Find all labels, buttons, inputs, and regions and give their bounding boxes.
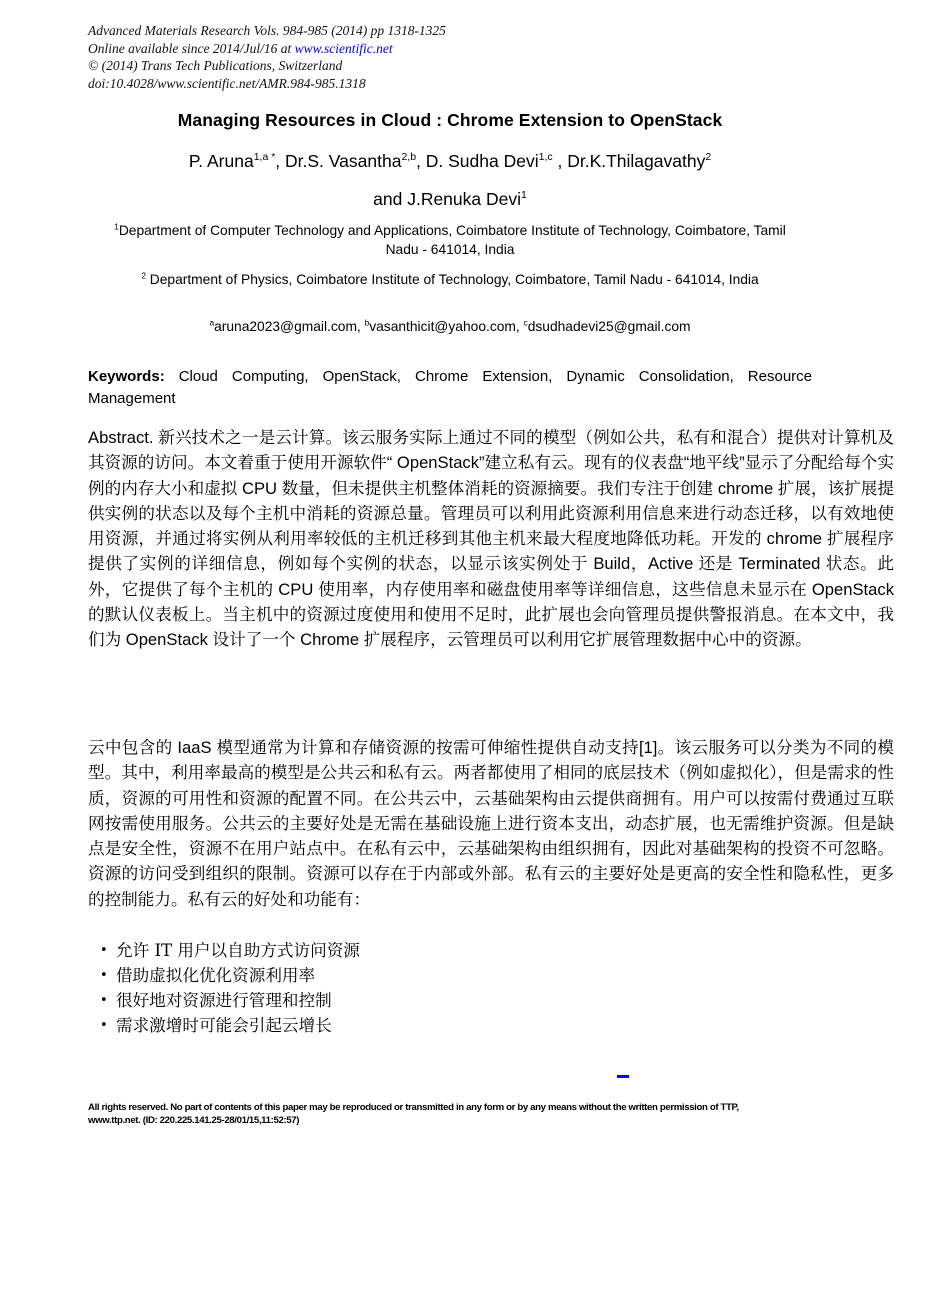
- affiliation-superscript: 2: [141, 271, 146, 281]
- doi-line: doi:10.4028/www.scientific.net/AMR.984-985.1318: [88, 75, 366, 91]
- paper-title: Managing Resources in Cloud : Chrome Extension to OpenStack: [177, 110, 723, 130]
- journal-citation: Advanced Materials Research Vols. 984-985 (2014) pp 1318-1325: [88, 23, 446, 38]
- affiliation-2: [105, 271, 795, 290]
- bullet-icon: •: [100, 1018, 108, 1033]
- bullet-icon: •: [100, 968, 108, 983]
- keywords-block: [88, 366, 812, 409]
- author: [373, 189, 527, 209]
- affiliation-text: Department of Computer Technology and Applications, Coimbatore Institute of Technology, Coimbatore, Tamil Nadu - 641014, India: [118, 223, 786, 257]
- keywords-list: Cloud Computing, OpenStack, Chrome Extension, Dynamic Consolidation, Resource Management: [88, 368, 812, 407]
- list-item-text: 需求激增时可能会引起云增长: [116, 1016, 332, 1035]
- email-address: vasanthicit@yahoo.com,: [369, 319, 520, 334]
- email: [365, 319, 520, 334]
- abstract-label: Abstract.: [88, 428, 154, 447]
- benefits-list: [88, 938, 894, 1038]
- author-superscript: 2,b: [401, 151, 417, 164]
- author: [189, 151, 275, 171]
- rights-footer-line-1: All rights reserved. No part of contents of this paper may be reproduced or transmitted in any form or by any means without the written permission of TTP,: [88, 1102, 739, 1113]
- email-superscript: c: [523, 318, 528, 328]
- journal-header: [88, 22, 446, 92]
- list-item-text: 借助虚拟化优化资源利用率: [116, 966, 316, 985]
- list-item: [88, 988, 894, 1013]
- author-name: P. Aruna: [188, 151, 254, 171]
- email-superscript: b: [364, 318, 370, 328]
- body-paragraph: [88, 735, 894, 912]
- author-superscript: 2: [705, 151, 712, 164]
- author-name: , Dr.S. Vasantha: [275, 151, 402, 171]
- email-superscript: a: [209, 318, 215, 328]
- author-line-2: [88, 189, 812, 210]
- author-superscript: 1,c: [538, 151, 553, 164]
- keywords-label: Keywords:: [88, 368, 165, 385]
- author-superscript: 1,a *: [253, 151, 276, 164]
- affiliation-text: Department of Physics, Coimbatore Institute of Technology, Coimbatore, Tamil Nadu - 641014, India: [145, 272, 759, 287]
- author-superscript: 1: [521, 189, 527, 202]
- email: [209, 319, 360, 334]
- abstract-text: 新兴技术之一是云计算。该云服务实际上通过不同的模型（例如公共，私有和混合）提供对计算机及其资源的访问。本文着重于使用开源软件“ OpenStack”建立私有云。现有的仪表盘“地平线”显示了分配给每个实例的内存大小和虚拟 CPU 数量，但未提供主机整体消耗的资源摘要。我们专注于创建 chrome 扩展，该扩展提供实例的状态以及每个主机中消耗的资源总量。管理员可以利用此资源利用信息来进行动态迁移，以有效地使用资源，并通过将实例从利用率较低的主机迁移到其他主机来最大程度地降低功耗。开发的 chrome 扩展程序提供了实例的详细信息，例如每个实例的状态，以显示该实例处于 Build，Active 还是 Terminated 状态。此外，它提供了每个主机的 CPU 使用率，内存使用率和磁盘使用率等详细信息，这些信息未显示在 OpenStack 的默认仪表板上。当主机中的资源过度使用和使用不足时，此扩展也会向管理员提供警报消息。在本文中，我们为 OpenStack 设计了一个 Chrome 扩展程序，云管理员可以利用它扩展管理数据中心中的资源。: [88, 428, 894, 650]
- list-item: [88, 938, 894, 963]
- affiliation-1: [105, 222, 795, 259]
- abstract-paragraph: [88, 425, 894, 653]
- body-text: 云中包含的 IaaS 模型通常为计算和存储资源的按需可伸缩性提供自动支持[1]。该云服务可以分类为不同的模型。其中，利用率最高的模型是公共云和私有云。两者都使用了相同的底层技术（例如虚拟化），但是需求的性质，资源的可用性和资源的配置不同。在公共云中，云基础架构由云提供商拥有。用户可以按需付费通过互联网按需使用服务。公共云的主要好处是无需在基础设施上进行资本支出，动态扩展，也无需维护资源。但是缺点是安全性，资源不在用户站点中。在私有云中，云基础架构由组织拥有，因此对基础架构的投资不可忽略。资源的访问受到组织的限制。资源可以存在于内部或外部。私有云的主要好处是更高的安全性和隐私性，更多的控制能力。私有云的好处和功能有：: [88, 738, 894, 909]
- author-name: and J.Renuka Devi: [373, 189, 522, 209]
- author-name: , Dr.K.Thilagavathy: [552, 151, 706, 171]
- author: [416, 151, 553, 171]
- link-dash-artifact[interactable]: [617, 1075, 629, 1078]
- email-address: dsudhadevi25@gmail.com: [527, 319, 691, 334]
- bullet-icon: •: [100, 943, 108, 958]
- list-item: [88, 963, 894, 988]
- scientific-net-link[interactable]: www.scientific.net: [294, 40, 393, 56]
- author-line-1: [88, 151, 812, 172]
- list-item-text: 很好地对资源进行管理和控制: [116, 991, 332, 1010]
- author: [275, 151, 416, 171]
- online-availability-line: [88, 40, 446, 58]
- affiliation-superscript: 1: [114, 222, 119, 232]
- author-emails: [88, 319, 812, 334]
- list-item-text: 允许 IT 用户以自助方式访问资源: [116, 941, 360, 960]
- email: [524, 319, 691, 334]
- author-name: , D. Sudha Devi: [416, 151, 539, 171]
- list-item: [88, 1013, 894, 1038]
- online-availability-text: Online available since 2014/Jul/16 at: [88, 40, 295, 56]
- bullet-icon: •: [100, 993, 108, 1008]
- rights-footer-line-2: www.ttp.net. (ID: 220.225.141.25-28/01/15,11:52:57): [88, 1115, 300, 1126]
- rights-footer: [88, 1101, 908, 1127]
- copyright-line: © (2014) Trans Tech Publications, Switzerland: [88, 58, 343, 73]
- author: [553, 151, 712, 171]
- email-address: aruna2023@gmail.com,: [214, 319, 361, 334]
